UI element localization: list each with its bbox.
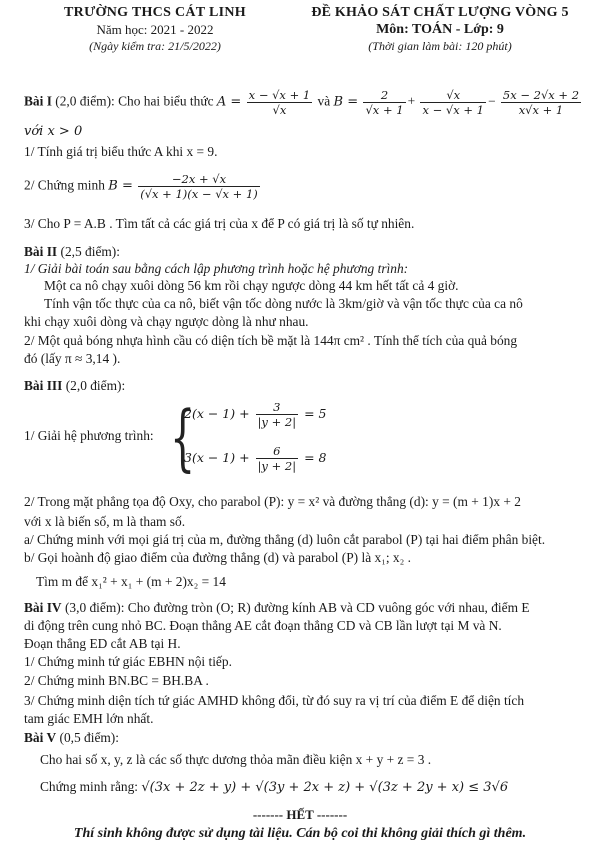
bai1-q3: 3/ Cho P = A.B . Tìm tất cả các giá trị của x để P có giá trị là số tự nhiên. xyxy=(24,216,415,231)
school-year: Năm học: 2021 - 2022 xyxy=(96,22,214,37)
bai2-q1-line2: Tính vận tốc thực của ca nô, biết vận tốc dòng nước là 3km/giờ và vận tốc thực của ca nô xyxy=(44,296,523,311)
exam-date: (Ngày kiểm tra: 21/5/2022) xyxy=(89,39,221,53)
bai2-points: (2,5 điểm): xyxy=(60,244,120,259)
bai2-q1-line1: Một ca nô chạy xuôi dòng 56 km rồi chạy ngược dòng 44 km hết tất cả 4 giờ. xyxy=(44,278,459,293)
bai3-q2-line1: 2/ Trong mặt phẳng tọa độ Oxy, cho parabol (P): y = x² và đường thẳng (d): y = (m + 1)x + 2 xyxy=(24,494,521,509)
expr-b-t3-den: x√x + 1 xyxy=(518,103,564,117)
footer-note: Thí sinh không được sử dụng tài liệu. Cán bộ coi thi không giải thích gì thêm. xyxy=(73,826,527,841)
bai3-points: (2,0 điểm): xyxy=(65,378,126,393)
end-marker: ------- HẾT ------- xyxy=(252,807,348,822)
bai4-q3-line1: 3/ Chứng minh diện tích tứ giác AMHD không đổi, từ đó suy ra vị trí của điểm E để diện tích xyxy=(24,693,525,708)
expr-b-term1 xyxy=(363,88,405,117)
bai4-points: (3,0 điểm): xyxy=(64,600,125,615)
eq1-num: 3 xyxy=(256,400,299,415)
bai1-q2-den: (√x + 1)(x − √x + 1) xyxy=(140,187,258,201)
bai4-q1: 1/ Chứng minh tứ giác EBHN nội tiếp. xyxy=(24,654,232,669)
bai4-q2: 2/ Chứng minh BN.BC = BH.BA . xyxy=(24,673,209,688)
bai2-q1-title: 1/ Giải bài toán sau bằng cách lập phương trình hoặc hệ phương trình: xyxy=(24,261,409,276)
bai5-line1: Cho hai số x, y, z là các số thực dương thỏa mãn điều kiện x + y + z = 3 . xyxy=(40,752,432,767)
exam-header xyxy=(0,4,600,68)
expr-b-name: B = xyxy=(333,94,359,110)
expr-b-t1-den: √x + 1 xyxy=(365,103,404,117)
bai5-points: (0,5 điểm): xyxy=(59,730,119,745)
expr-b-t1-num: 2 xyxy=(363,88,405,103)
bai3-q2-line2: với x là biến số, m là tham số. xyxy=(24,514,186,529)
system-eq2 xyxy=(184,444,326,473)
bai4-line1 xyxy=(24,600,578,616)
exam-subject: Môn: TOÁN - Lớp: 9 xyxy=(376,22,504,37)
expr-a-den: √x xyxy=(272,103,287,117)
bai3-qa: a/ Chứng minh với mọi giá trị của m, đường thẳng (d) luôn cắt parabol (P) tại hai điểm phân biệt. xyxy=(24,532,546,547)
bai1-intro: Bài I (2,0 điểm): Cho hai biểu thức A = $\frac{x - √x + 1}{√x}$ và B = $\frac{2}{√x + 1}$ + $\frac{√x}{x - √x + 1}$ − $\frac{5x - 2√x + 2}{x√x + 1}$ xyxy=(24,88,580,117)
eq2-num: 6 xyxy=(256,444,299,459)
bai1-q2 xyxy=(24,172,578,201)
and-word: và xyxy=(317,93,331,109)
system-brace: { xyxy=(170,395,196,479)
equation-system xyxy=(170,394,327,480)
bai5-heading xyxy=(24,730,578,746)
bai1-condition: với x > 0 xyxy=(24,124,83,139)
eq2-left: 3(x − 1) + xyxy=(184,450,250,465)
bai1-points: (2,0 điểm): xyxy=(55,93,115,109)
bai4-line2: di động trên cung nhỏ BC. Đoạn thẳng AE cắt đoạn thẳng CD và CB lần lượt tại M và N. xyxy=(24,618,502,633)
expr-b-t2-den: x − √x + 1 xyxy=(422,103,484,117)
bai2-q2-line2: đó (lấy π ≈ 3,14 ). xyxy=(24,351,121,366)
bai5-prove xyxy=(40,779,578,796)
bai4-line3: Đoạn thẳng ED cắt AB tại H. xyxy=(24,636,181,651)
bai5-prove-label: Chứng minh rằng: xyxy=(40,779,139,794)
bai4-line1-text: Cho đường tròn (O; R) đường kính AB và CD vuông góc với nhau, điểm E xyxy=(127,600,530,615)
expr-a-fraction xyxy=(247,88,313,117)
eq2-fraction xyxy=(256,444,299,473)
bai2-heading xyxy=(24,244,578,260)
bai3-label: Bài III xyxy=(24,378,63,393)
bai1-q2-lhs: B = xyxy=(108,178,133,194)
bai1-label: Bài I xyxy=(24,93,52,109)
bai2-label: Bài II xyxy=(24,244,58,259)
expr-a-num: x − √x + 1 xyxy=(248,88,311,102)
bai1-q2-fraction xyxy=(138,172,260,201)
bai1-q1: 1/ Tính giá trị biểu thức A khi x = 9. xyxy=(24,144,218,159)
exam-title: ĐỀ KHẢO SÁT CHẤT LƯỢNG VÒNG 5 xyxy=(311,5,569,20)
eq1-right: = 5 xyxy=(304,406,327,421)
system-eq1 xyxy=(184,400,326,429)
expr-b-t2-num: √x xyxy=(420,88,486,103)
eq1-fraction xyxy=(256,400,299,429)
bai1-q2-label: 2/ Chứng minh xyxy=(24,177,105,193)
bai1-q2-num: −2x + √x xyxy=(138,172,260,187)
bai3-qb: b/ Gọi hoành độ giao điểm của đường thẳng (d) và parabol (P) là x₁; x₂ . xyxy=(24,550,411,565)
eq2-den: |y + 2| xyxy=(257,459,297,473)
expr-a-name: A = xyxy=(216,94,242,110)
eq2-right: = 8 xyxy=(304,450,327,465)
bai2-q1-line3: khi chạy xuôi dòng và chạy ngược dòng là như nhau. xyxy=(24,314,309,329)
bai2-q2-line1: 2/ Một quả bóng nhựa hình cầu có diện tích bề mặt là 144π cm² . Tính thể tích của quả bóng xyxy=(24,333,518,348)
bai3-qb2: Tìm m để x₁² + x₁ + (m + 2)x₂ = 14 xyxy=(36,574,226,589)
bai5-expression: √(3x + 2z + y) + √(3y + 2x + z) + √(3z + 2y + x) ≤ 3√6 xyxy=(141,780,509,795)
expr-b-t3-num: 5x − 2√x + 2 xyxy=(502,88,580,102)
expr-b-term2 xyxy=(420,88,486,117)
bai4-q3-line2: tam giác EMH lớn nhất. xyxy=(24,711,154,726)
eq1-den: |y + 2| xyxy=(257,415,297,429)
bai4-label: Bài IV xyxy=(24,600,62,615)
bai1-intro-text: Cho hai biểu thức xyxy=(118,93,214,109)
exam-duration: (Thời gian làm bài: 120 phút) xyxy=(368,39,512,53)
bai3-q1-label: 1/ Giải hệ phương trình: xyxy=(24,428,154,443)
school-block xyxy=(30,4,280,55)
bai3-heading xyxy=(24,378,578,394)
bai5-label: Bài V xyxy=(24,730,57,745)
school-name: TRƯỜNG THCS CÁT LINH xyxy=(64,5,246,20)
exam-title-block xyxy=(300,4,580,55)
eq1-left: 2(x − 1) + xyxy=(184,406,250,421)
expr-b-term3 xyxy=(501,88,581,117)
